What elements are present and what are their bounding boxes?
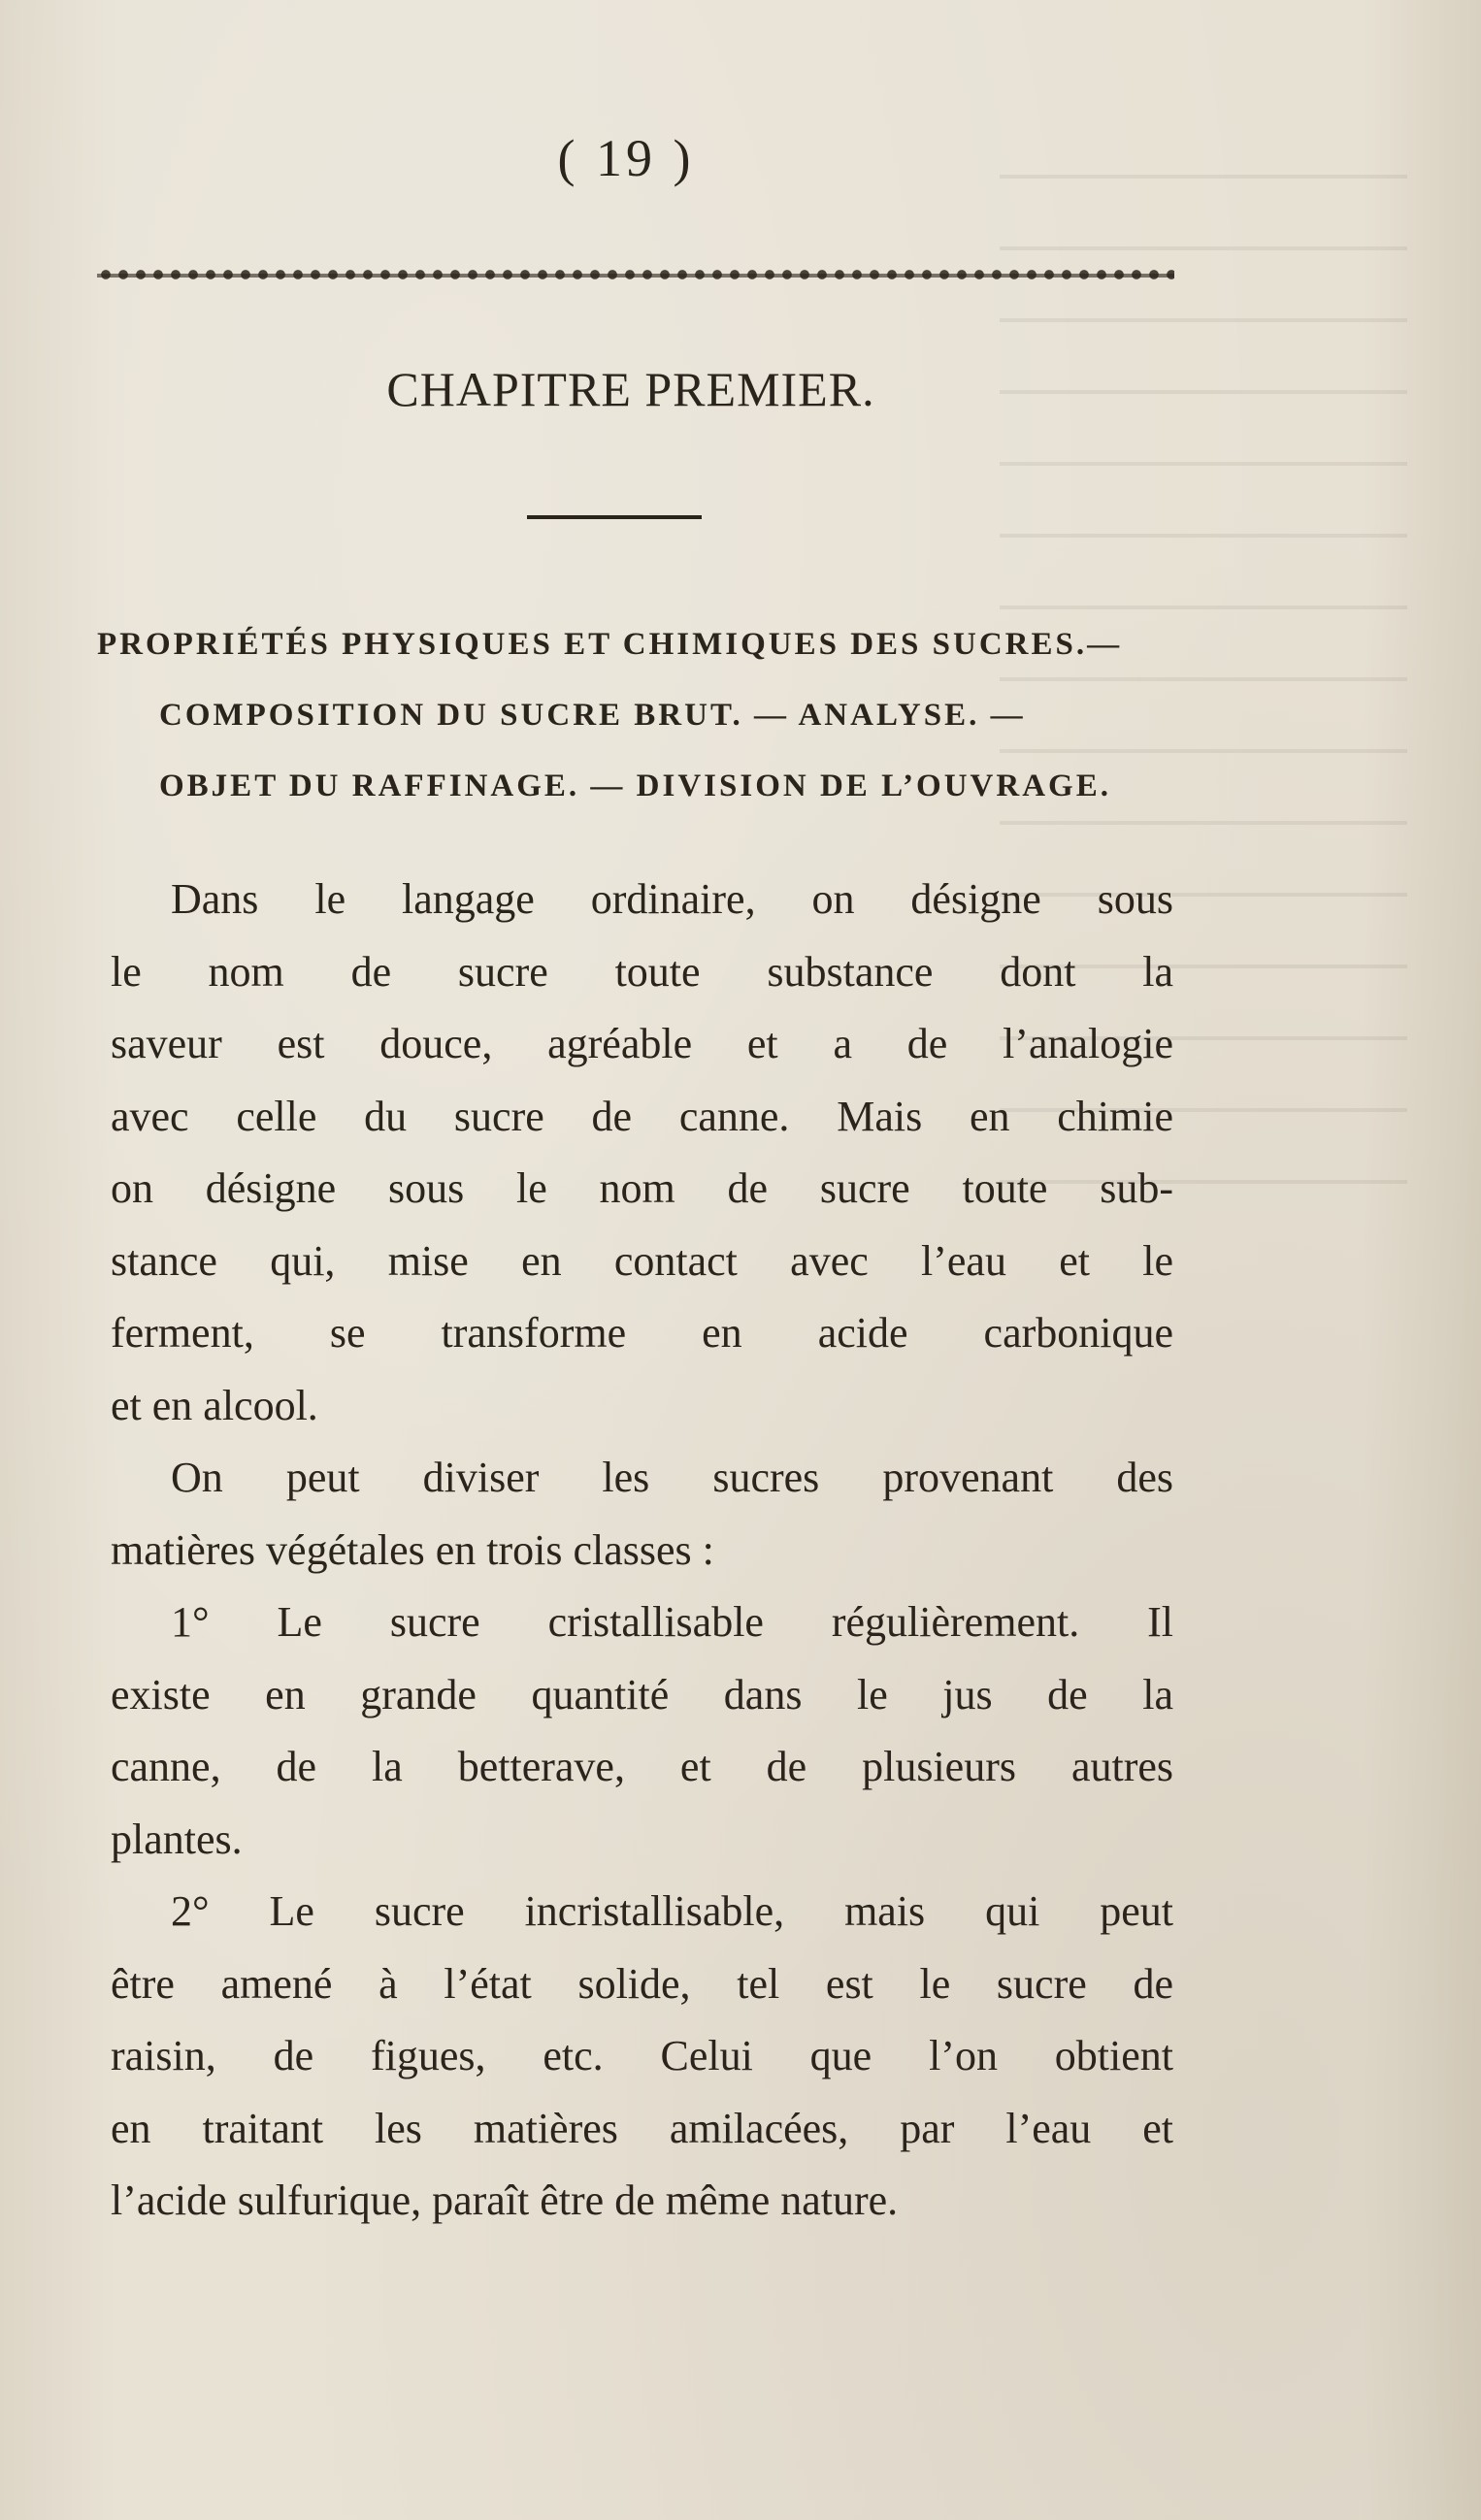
ornamental-rule <box>97 266 1174 293</box>
text-line: ferment, se transforme en acide carbonique <box>111 1309 1173 1357</box>
body-text <box>111 864 1173 2238</box>
summary-line: PROPRIÉTÉS PHYSIQUES ET CHIMIQUES DES SUCRES.— <box>97 627 1123 662</box>
chapter-summary <box>97 609 1174 822</box>
text-line: l’acide sulfurique, paraît être de même nature. <box>111 2176 899 2224</box>
text-line: en traitant les matières amilacées, par l’eau et <box>111 2104 1173 2152</box>
text-line: stance qui, mise en contact avec l’eau et le <box>111 1236 1173 1285</box>
text-line: être amené à l’état solide, tel est le sucre de <box>111 1959 1173 2008</box>
page-number: ( 19 ) <box>557 129 695 187</box>
text-line: raisin, de figues, etc. Celui que l’on obtient <box>111 2032 1173 2079</box>
text-line: existe en grande quantité dans le jus de la <box>111 1670 1173 1718</box>
text-line: saveur est douce, agréable et a de l’analogie <box>111 1020 1173 1067</box>
summary-line: COMPOSITION DU SUCRE BRUT. — ANALYSE. — <box>159 698 1026 733</box>
text-line: matières végétales en trois classes : <box>111 1525 714 1574</box>
text-line: on désigne sous le nom de sucre toute sub- <box>111 1164 1173 1212</box>
text-line: On peut diviser les sucres provenant des <box>171 1454 1173 1501</box>
text-line: 2° Le sucre incristallisable, mais qui peut <box>171 1887 1173 1935</box>
text-line: plantes. <box>111 1815 243 1863</box>
text-line: Dans le langage ordinaire, on désigne sous <box>171 875 1173 923</box>
title-divider <box>527 515 702 519</box>
text-line: et en alcool. <box>111 1381 318 1429</box>
text-line: 1° Le sucre cristallisable régulièrement. Il <box>171 1598 1173 1646</box>
chapter-title: CHAPITRE PREMIER. <box>386 362 875 416</box>
text-line: le nom de sucre toute substance dont la <box>111 947 1173 996</box>
summary-line: OBJET DU RAFFINAGE. — DIVISION DE L’OUVRAGE. <box>159 769 1111 803</box>
text-line: avec celle du sucre de canne. Mais en chimie <box>111 1092 1173 1140</box>
text-line: canne, de la betterave, et de plusieurs autres <box>111 1743 1173 1790</box>
